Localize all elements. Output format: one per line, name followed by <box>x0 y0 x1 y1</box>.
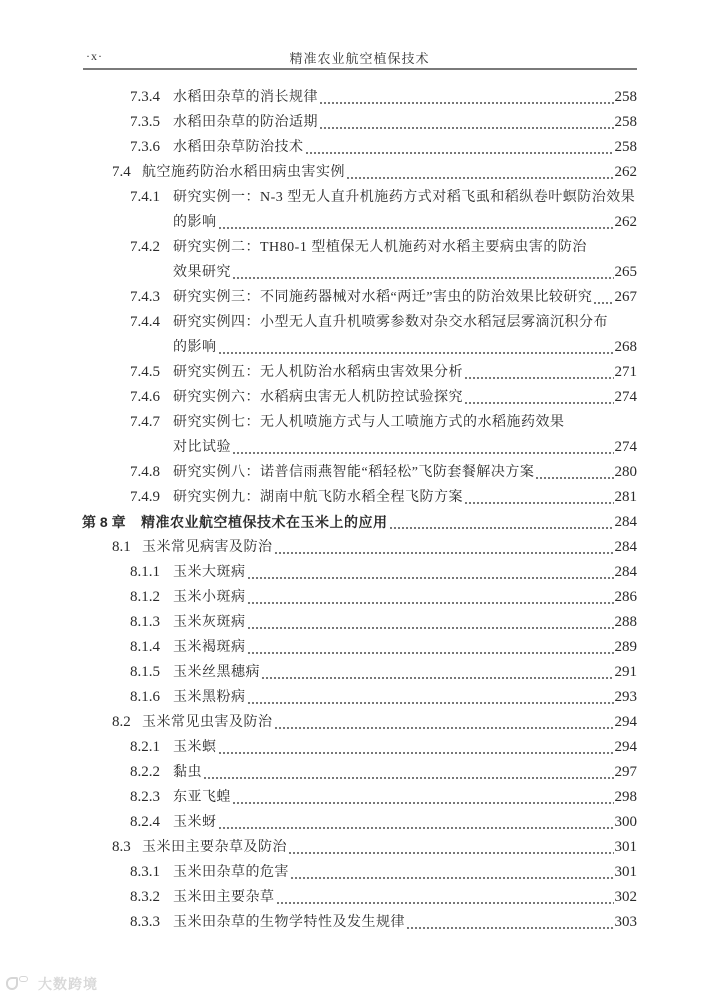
entry-page: 303 <box>614 914 637 930</box>
entry-page: 301 <box>614 864 637 880</box>
entry-title: 玉米常见虫害及防治 <box>142 715 273 730</box>
toc-entry[interactable] <box>0 860 719 885</box>
dot-leader <box>247 560 614 585</box>
entry-page: 258 <box>614 139 637 155</box>
watermark-text: 大数跨境 <box>38 976 98 992</box>
entry-page: 300 <box>614 814 637 830</box>
entry-title: 玉米褐斑病 <box>173 640 246 655</box>
entry-title: 玉米灰斑病 <box>173 615 246 630</box>
toc-entry[interactable] <box>0 885 719 910</box>
toc-entry[interactable] <box>0 235 719 260</box>
entry-title-continuation: 的影响 <box>173 215 217 230</box>
dot-leader <box>247 585 614 610</box>
dot-leader <box>464 385 614 410</box>
dot-leader <box>247 635 614 660</box>
entry-title: 玉米螟 <box>173 740 217 755</box>
toc-entry[interactable] <box>0 410 719 435</box>
entry-page: 267 <box>614 289 637 305</box>
entry-page: 280 <box>614 464 637 480</box>
entry-number: 8.2.4 <box>130 814 160 830</box>
toc-entry[interactable] <box>0 810 719 835</box>
toc-entry[interactable] <box>0 485 719 510</box>
entry-page: 265 <box>614 264 637 280</box>
entry-title: 玉米小斑病 <box>173 590 246 605</box>
dot-leader <box>232 260 614 285</box>
dot-leader <box>406 910 614 935</box>
entry-number: 8.2.1 <box>130 739 160 755</box>
entry-title: 玉米田主要杂草 <box>173 890 275 905</box>
dot-leader <box>276 885 614 910</box>
toc-chapter-entry[interactable] <box>0 510 719 535</box>
entry-title: 航空施药防治水稻田病虫害实例 <box>142 165 345 180</box>
toc-entry[interactable] <box>0 610 719 635</box>
entry-title: 玉米黑粉病 <box>173 690 246 705</box>
toc-section-entry[interactable] <box>0 835 719 860</box>
header-divider <box>83 68 637 70</box>
entry-number: 7.4 <box>112 164 131 180</box>
entry-number: 8.1.3 <box>130 614 160 630</box>
entry-title: 研究实例二：TH80-1 型植保无人机施药对水稻主要病虫害的防治 <box>173 240 587 255</box>
entry-page: 294 <box>614 714 637 730</box>
entry-page: 286 <box>614 589 637 605</box>
page-number-roman: ·x· <box>86 49 103 63</box>
entry-title: 研究实例九：湖南中航飞防水稻全程飞防方案 <box>173 490 463 505</box>
dot-leader <box>274 535 614 560</box>
toc-entry[interactable] <box>0 735 719 760</box>
entry-number: 7.4.5 <box>130 364 160 380</box>
dot-leader <box>218 335 614 360</box>
entry-page: 294 <box>614 739 637 755</box>
dot-leader <box>218 810 614 835</box>
toc-section-entry[interactable] <box>0 710 719 735</box>
entry-number: 8.1.1 <box>130 564 160 580</box>
entry-page: 301 <box>614 839 637 855</box>
watermark-logo-icon <box>6 976 30 992</box>
entry-number: 7.3.6 <box>130 139 160 155</box>
entry-number: 8.3.3 <box>130 914 160 930</box>
entry-title-continuation: 对比试验 <box>173 440 231 455</box>
entry-number: 8.2.2 <box>130 764 160 780</box>
entry-number: 8.3.1 <box>130 864 160 880</box>
entry-title: 研究实例一：N-3 型无人直升机施药方式对稻飞虱和稻纵卷叶螟防治效果 <box>173 190 636 205</box>
entry-title: 黏虫 <box>173 765 202 780</box>
entry-title: 研究实例七：无人机喷施方式与人工喷施方式的水稻施药效果 <box>173 415 565 430</box>
entry-title-continuation: 效果研究 <box>173 265 231 280</box>
entry-page: 288 <box>614 614 637 630</box>
dot-leader <box>593 285 613 310</box>
entry-number: 8.3 <box>112 839 131 855</box>
entry-page: 284 <box>614 514 637 530</box>
entry-title: 玉米丝黑穗病 <box>173 665 260 680</box>
toc-entry[interactable] <box>0 360 719 385</box>
entry-number: 7.4.6 <box>130 389 160 405</box>
entry-number: 8.3.2 <box>130 889 160 905</box>
dot-leader <box>535 460 613 485</box>
entry-number: 8.2 <box>112 714 131 730</box>
entry-number: 8.1.6 <box>130 689 160 705</box>
toc-entry[interactable] <box>0 635 719 660</box>
toc-entry[interactable] <box>0 760 719 785</box>
entry-page: 262 <box>614 214 637 230</box>
entry-page: 258 <box>614 89 637 105</box>
entry-title: 研究实例三：不同施药器械对水稻“两迁”害虫的防治效果比较研究 <box>173 290 593 305</box>
dot-leader <box>274 710 614 735</box>
toc-entry[interactable] <box>0 785 719 810</box>
entry-page: 268 <box>614 339 637 355</box>
dot-leader <box>218 735 614 760</box>
toc-entry[interactable] <box>0 910 719 935</box>
dot-leader <box>319 85 614 110</box>
entry-number: 8.1.5 <box>130 664 160 680</box>
entry-number: 7.3.4 <box>130 89 160 105</box>
toc-entry[interactable] <box>0 310 719 335</box>
dot-leader <box>218 210 614 235</box>
entry-title: 研究实例八：诺普信雨燕智能“稻轻松”飞防套餐解决方案 <box>173 465 535 480</box>
toc-entry[interactable] <box>0 560 719 585</box>
dot-leader <box>464 360 614 385</box>
dot-leader <box>464 485 614 510</box>
entry-page: 291 <box>614 664 637 680</box>
entry-number: 8.1.2 <box>130 589 160 605</box>
entry-page: 274 <box>614 389 637 405</box>
entry-page: 262 <box>614 164 637 180</box>
chapter-label: 第 8 章 <box>82 514 126 530</box>
entry-number: 8.2.3 <box>130 789 160 805</box>
dot-leader <box>346 160 614 185</box>
entry-page: 289 <box>614 639 637 655</box>
dot-leader <box>261 660 614 685</box>
toc-entry-continuation[interactable] <box>0 335 719 360</box>
entry-title: 研究实例四：小型无人直升机喷雾参数对杂交水稻冠层雾滴沉积分布 <box>173 315 608 330</box>
toc-entry[interactable] <box>0 685 719 710</box>
dot-leader <box>203 760 614 785</box>
dot-leader <box>232 435 614 460</box>
entry-page: 271 <box>614 364 637 380</box>
entry-page: 281 <box>614 489 637 505</box>
toc-entry[interactable] <box>0 110 719 135</box>
entry-title: 水稻田杂草的消长规律 <box>173 90 318 105</box>
entry-page: 284 <box>614 564 637 580</box>
entry-title: 玉米大斑病 <box>173 565 246 580</box>
entry-page: 293 <box>614 689 637 705</box>
running-title: 精准农业航空植保技术 <box>289 51 430 66</box>
entry-page: 298 <box>614 789 637 805</box>
dot-leader <box>247 685 614 710</box>
entry-page: 297 <box>614 764 637 780</box>
watermark <box>6 975 98 993</box>
toc-entry-continuation[interactable] <box>0 260 719 285</box>
entry-title: 水稻田杂草防治技术 <box>173 140 304 155</box>
dot-leader <box>232 785 614 810</box>
dot-leader <box>247 610 614 635</box>
entry-title: 研究实例五：无人机防治水稻病虫害效果分析 <box>173 365 463 380</box>
toc-entry-continuation[interactable] <box>0 210 719 235</box>
entry-number: 7.4.4 <box>130 314 160 330</box>
entry-title: 水稻田杂草的防治适期 <box>173 115 318 130</box>
entry-title: 玉米田杂草的危害 <box>173 865 289 880</box>
entry-title-continuation: 的影响 <box>173 340 217 355</box>
entry-page: 258 <box>614 114 637 130</box>
entry-number: 7.3.5 <box>130 114 160 130</box>
toc-section-entry[interactable] <box>0 535 719 560</box>
entry-page: 274 <box>614 439 637 455</box>
entry-page: 284 <box>614 539 637 555</box>
entry-number: 7.4.3 <box>130 289 160 305</box>
entry-title: 玉米田杂草的生物学特性及发生规律 <box>173 915 405 930</box>
toc-entry[interactable] <box>0 285 719 310</box>
entry-number: 7.4.2 <box>130 239 160 255</box>
entry-number: 8.1.4 <box>130 639 160 655</box>
entry-number: 8.1 <box>112 539 131 555</box>
toc-section-entry[interactable] <box>0 160 719 185</box>
toc-entry[interactable] <box>0 660 719 685</box>
entry-title: 玉米常见病害及防治 <box>142 540 273 555</box>
toc-entry[interactable] <box>0 460 719 485</box>
toc-entry[interactable] <box>0 385 719 410</box>
toc-entry[interactable] <box>0 585 719 610</box>
dot-leader <box>290 860 614 885</box>
toc-entry[interactable] <box>0 135 719 160</box>
dot-leader <box>305 135 614 160</box>
dot-leader <box>389 510 614 535</box>
chapter-title: 精准农业航空植保技术在玉米上的应用 <box>141 514 388 530</box>
entry-page: 302 <box>614 889 637 905</box>
dot-leader <box>288 835 614 860</box>
toc-entry[interactable] <box>0 185 719 210</box>
entry-title: 东亚飞蝗 <box>173 790 231 805</box>
entry-title: 玉米田主要杂草及防治 <box>142 840 287 855</box>
entry-number: 7.4.9 <box>130 489 160 505</box>
dot-leader <box>319 110 614 135</box>
entry-number: 7.4.1 <box>130 189 160 205</box>
entry-number: 7.4.8 <box>130 464 160 480</box>
entry-title: 研究实例六：水稻病虫害无人机防控试验探究 <box>173 390 463 405</box>
toc-entry[interactable] <box>0 85 719 110</box>
entry-title: 玉米蚜 <box>173 815 217 830</box>
toc-entry-continuation[interactable] <box>0 435 719 460</box>
entry-number: 7.4.7 <box>130 414 160 430</box>
